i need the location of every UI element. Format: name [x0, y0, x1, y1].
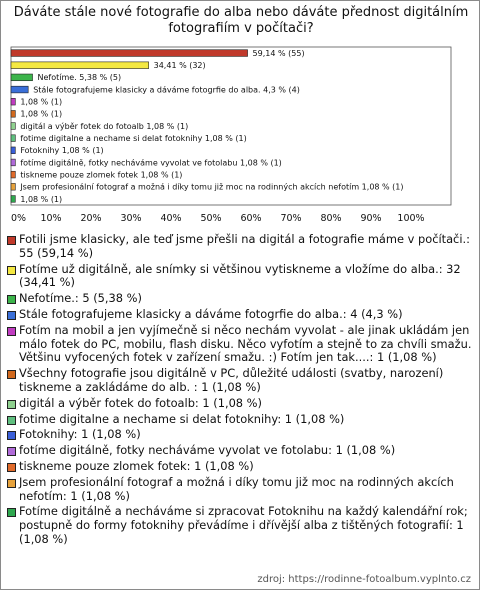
- legend-item: [7, 505, 473, 546]
- legend-label: tiskneme pouze zlomek fotek: 1 (1,08 %): [19, 458, 254, 473]
- bar-9: [11, 159, 15, 166]
- x-tick-label-2: 20%: [80, 213, 102, 224]
- bar-6: [11, 123, 15, 130]
- bar-0: [11, 50, 248, 57]
- source-credit: zdroj: https://rodinne-fotoalbum.vyplnto.cz: [257, 574, 471, 585]
- legend-swatch: [7, 431, 16, 440]
- legend-item: [7, 324, 473, 365]
- legend-swatch: [7, 236, 16, 245]
- legend-item: [7, 367, 473, 395]
- bar-value-label-8: Fotoknihy 1,08 % (1): [20, 146, 104, 156]
- bar-8: [11, 147, 15, 154]
- legend-swatch: [7, 447, 16, 456]
- legend-swatch: [7, 266, 16, 275]
- bar-value-label-10: tiskneme pouze zlomek fotek 1,08 % (1): [20, 170, 183, 180]
- legend-item: [7, 233, 473, 261]
- bar-value-label-7: fotime digitalne a nechame si delat fotoknihy 1,08 % (1): [20, 134, 247, 143]
- legend-label: fotime digitalne a nechame si delat fotoknihy: 1 (1,08 %): [19, 411, 345, 426]
- legend-label: Fotíme už digitálně, ale snímky si většinou vytiskneme a vložíme do alba.: 32 (34,41 %): [19, 261, 461, 290]
- legend-swatch: [7, 311, 16, 320]
- legend-swatch: [7, 479, 16, 488]
- legend-label: fotíme digitálně, fotky necháváme vyvolat ve fotolabu: 1 (1,08 %): [19, 443, 396, 458]
- x-tick-label-8: 80%: [320, 213, 342, 224]
- legend-swatch: [7, 295, 16, 304]
- bar-4: [11, 98, 15, 105]
- bar-10: [11, 171, 15, 178]
- legend-label: Nefotíme.: 5 (5,38 %): [19, 291, 142, 306]
- bar-value-label-6: digitál a výběr fotek do fotoalb 1,08 % (1): [20, 121, 189, 131]
- legend-label: Fotím na mobil a jen vyjímečně si něco nechám vyvolat - ale jinak ukládám jen málo fotek do PC, mobilu, flash disku. Něco vyfotím a stejně to za chvíli smažu. Většinu vyfocených fotek v zařízení smažu. :) Fotím jen tak....: 1 (1,08 %): [19, 322, 472, 365]
- x-tick-label-3: 30%: [120, 213, 142, 224]
- bar-value-label-3: Stále fotografujeme klasicky a dáváme fotogrfie do alba. 4,3 % (4): [33, 85, 300, 95]
- legend-item: [7, 292, 473, 306]
- legend-label: digitál a výběr fotek do fotoalb: 1 (1,08 %): [19, 395, 262, 410]
- chart-title: Dáváte stále nové fotografie do alba nebo dáváte přednost digitálním fotografiím v počítači?: [13, 5, 469, 36]
- bar-value-label-1: 34,41 % (32): [153, 61, 206, 71]
- legend-swatch: [7, 463, 16, 472]
- x-tick-label-9: 90%: [360, 213, 382, 224]
- x-tick-label-1: 10%: [40, 213, 62, 224]
- legend-label: Fotili jsme klasicky, ale teď jsme přešli na digitál a fotografie máme v počítači.: 55 (59,14 %): [19, 232, 470, 260]
- legend-swatch: [7, 327, 16, 336]
- legend-label: Fotíme digitálně a necháváme si zpracovat Fotoknihu na každý kalendářní rok; postupně do formy fotoknihy převádíme i dřívější alba z tištěných fotografií: 1 (1,08 %): [19, 504, 468, 546]
- legend-item: [7, 460, 473, 474]
- bar-2: [11, 74, 33, 81]
- legend: [7, 233, 473, 549]
- bar-value-label-2: Nefotíme. 5,38 % (5): [37, 73, 122, 83]
- x-tick-label-7: 70%: [280, 213, 302, 224]
- x-tick-label-4: 40%: [160, 213, 182, 224]
- bar-value-label-4: 1,08 % (1): [20, 97, 63, 107]
- legend-label: Jsem profesionální fotograf a možná i díky tomu již moc na rodinných akcích nefotím: 1 (1,08 %): [19, 474, 454, 503]
- legend-item: [7, 308, 473, 322]
- legend-swatch: [7, 416, 16, 425]
- x-tick-label-0: 0%: [11, 213, 27, 224]
- legend-item: [7, 263, 473, 291]
- bar-value-label-11: Jsem profesionální fotograf a možná i díky tomu již moc na rodinných akcích nefotím 1,08 % (1): [20, 182, 404, 192]
- legend-label: Všechny fotografie jsou digitálně v PC, důležité události (svatby, narození) tiskneme a zakládáme do alb. : 1 (1,08 %): [19, 366, 444, 394]
- bar-chart: [1, 45, 480, 231]
- bar-1: [11, 62, 149, 69]
- legend-item: [7, 476, 473, 504]
- legend-item: [7, 428, 473, 442]
- bar-5: [11, 111, 15, 118]
- bar-value-label-9: fotíme digitálně, fotky necháváme vyvolat ve fotolabu 1,08 % (1): [20, 158, 282, 168]
- bar-value-label-5: 1,08 % (1): [20, 109, 63, 119]
- legend-label: Stále fotografujeme klasicky a dáváme fotogrfie do alba.: 4 (4,3 %): [19, 306, 403, 321]
- x-tick-label-6: 60%: [240, 213, 262, 224]
- bar-11: [11, 183, 15, 190]
- legend-item: [7, 413, 473, 427]
- bar-12: [11, 196, 15, 203]
- bar-7: [11, 135, 15, 142]
- legend-swatch: [7, 400, 16, 409]
- x-tick-label-5: 50%: [200, 213, 222, 224]
- x-tick-label-10: 100%: [397, 213, 425, 224]
- bar-3: [11, 86, 28, 93]
- bar-value-label-0: 59,14 % (55): [252, 48, 305, 58]
- bar-value-label-12: 1,08 % (1): [20, 194, 63, 204]
- legend-swatch: [7, 508, 16, 517]
- legend-item: [7, 444, 473, 458]
- legend-label: Fotoknihy: 1 (1,08 %): [19, 427, 141, 442]
- legend-swatch: [7, 370, 16, 379]
- legend-item: [7, 397, 473, 411]
